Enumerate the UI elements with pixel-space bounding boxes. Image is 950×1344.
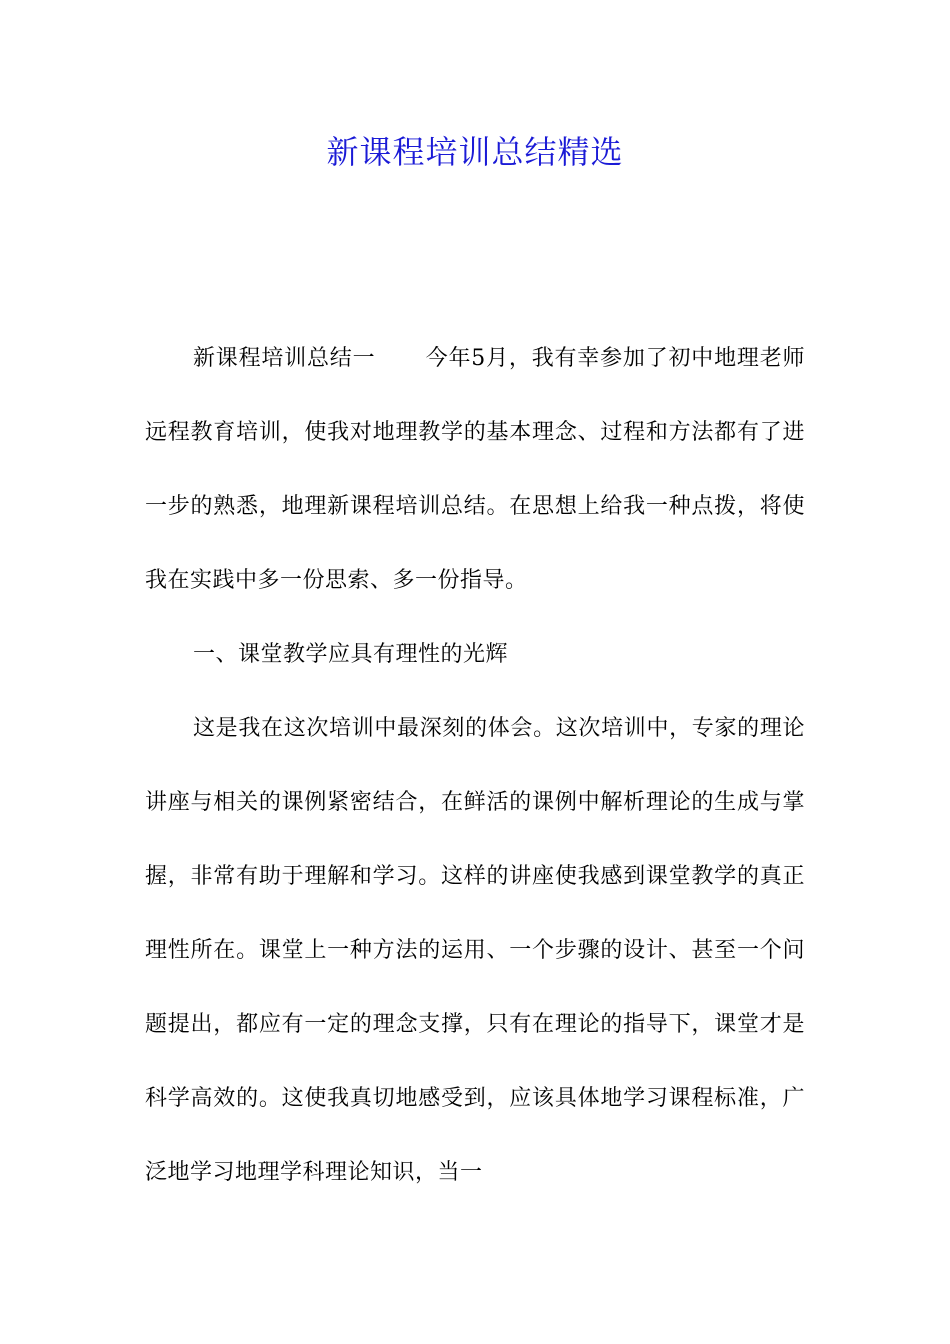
paragraph-text: 今年5月，我有幸参加了初中地理老师远程教育培训，使我对地理教学的基本理念、过程和方法都有了进一步的熟悉，地理新课程培训总结。在思想上给我一种点拨，将使我在实践中多一份思索、多一份指导。 — [145, 346, 805, 593]
paragraph-intro — [145, 322, 805, 618]
paragraph-lead: 新课程培训总结一 — [193, 346, 376, 371]
document-title: 新课程培训总结精选 — [326, 133, 624, 171]
paragraph-body: 这是我在这次培训中最深刻的体会。这次培训中，专家的理论讲座与相关的课例紧密结合，在鲜活的课例中解析理论的生成与掌握，非常有助于理解和学习。这样的讲座使我感到课堂教学的真正理性所在。课堂上一种方法的运用、一个步骤的设计、甚至一个问题提出，都应有一定的理念支撑，只有在理论的指导下，课堂才是科学高效的。这使我真切地感受到，应该具体地学习课程标准，广泛地学习地理学科理论知识，当一 — [145, 716, 805, 1185]
document-body — [145, 322, 805, 1210]
section-heading: 一、课堂教学应具有理性的光辉 — [193, 642, 509, 667]
